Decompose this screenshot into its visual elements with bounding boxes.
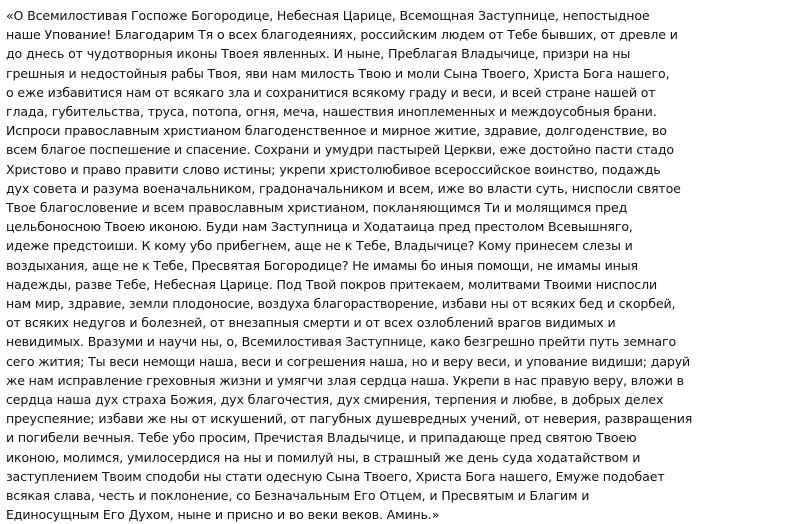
text-line: «О Всемилостивая Госпоже Богородице, Небесная Царице, Всемощная Заступнице, непостыдное (6, 8, 650, 23)
text-line: Твое благословение и всем православным христианом, покланяющимся Ти и молящимся пред (6, 200, 628, 216)
text-line: и погибели вечныя. Тебе убо просим, Пречистая Владычице, и припадающе пред святою Твоею (6, 430, 637, 446)
text-line: от всяких недугов и болезней, от внезапныя смерти и от всех озлоблений врагов видимых и (6, 315, 616, 331)
text-line: грешныя и недостойныя рабы Твоя, яви нам милость Твою и моли Сына Твоего, Христа Бога нашего, (6, 65, 670, 81)
text-line: идеже предстоиши. К кому убо прибегнем, аще не к Тебе, Владычице? Кому принесем слезы и (6, 238, 633, 254)
prayer-text (6, 6, 794, 524)
text-line: нам мир, здравие, земли плодоносие, воздуха благорастворение, избави ны от всяких бед и скорбей, (6, 296, 676, 312)
text-line: глада, губительства, труса, потопа, огня, меча, нашествия иноплеменных и междоусобныя брани. (6, 104, 657, 120)
text-line: наше Упование! Благодарим Тя о всех благодеяниях, российским людем от Тебе бывших, от древле и (6, 27, 678, 43)
text-line: Единосущным Его Духом, ныне и присно и во веки веков. Аминь.» (6, 507, 440, 523)
text-line: всякая слава, честь и поклонение, со Безначальным Его Отцем, и Пресвятым и Благим и (6, 488, 590, 504)
text-line: дух совета и разума военачальником, градоначальником и всем, иже во власти суть, ниспосли святое (6, 180, 681, 196)
text-line: до днесь от чудотворныя иконы Твоея явленных. И ныне, Преблагая Владычице, призри на ны (6, 46, 631, 62)
text-line: же нам исправление греховныя жизни и умягчи злая сердца наша. Укрепи в нас правую веру, вложи в (6, 372, 684, 388)
text-line: воздыхания, аще не к Тебе, Пресвятая Богородице? Не имамы бо иныя помощи, не имамы иныя (6, 257, 638, 273)
text-line: о еже избавитися нам от всякаго зла и сохранитися всякому граду и веси, и всей стране нашей от (6, 84, 656, 100)
text-line: Христово и право правити слово истины; укрепи христолюбивое всероссийское воинство, подаждь (6, 161, 661, 177)
text-line: всем благое поспешение и спасение. Сохрани и умудри пастырей Церкви, еже достойно пасти стадо (6, 142, 674, 158)
text-line: надежды, разве Тебе, Небесная Царице. Под Твой покров притекаем, молитвами Твоими ниспосли (6, 276, 658, 292)
text-line: сего жития; Ты веси немощи наша, веси и согрешения наша, но и веру веси, и упование видиши; даруй (6, 353, 691, 369)
text-line: заступлением Твоим сподоби ны стати одесную Сына Твоего, Христа Бога нашего, Емуже подобает (6, 468, 665, 484)
text-line: иконою, молимся, умилосердися на ны и помилуй ны, в страшный же день суда ходатайством и (6, 449, 641, 465)
text-line: Испроси православным христианом благоденственное и мирное житие, здравие, долгоденствие, во (6, 123, 667, 139)
text-line: преуспеяние; избави же ны от искушений, от пагубных душевредных учений, от неверия, развращения (6, 411, 693, 427)
text-line: цельбоносною Твоею иконою. Буди нам Заступница и Ходатаица пред престолом Всевышняго, (6, 219, 633, 235)
text-line: сердца наша дух страха Божия, дух благочестия, дух смирения, терпения и любве, в добрых делех (6, 392, 664, 408)
text-line: невидимых. Вразуми и научи ны, о, Всемилостивая Заступнице, како безгрешно прейти путь земнаго (6, 334, 677, 350)
